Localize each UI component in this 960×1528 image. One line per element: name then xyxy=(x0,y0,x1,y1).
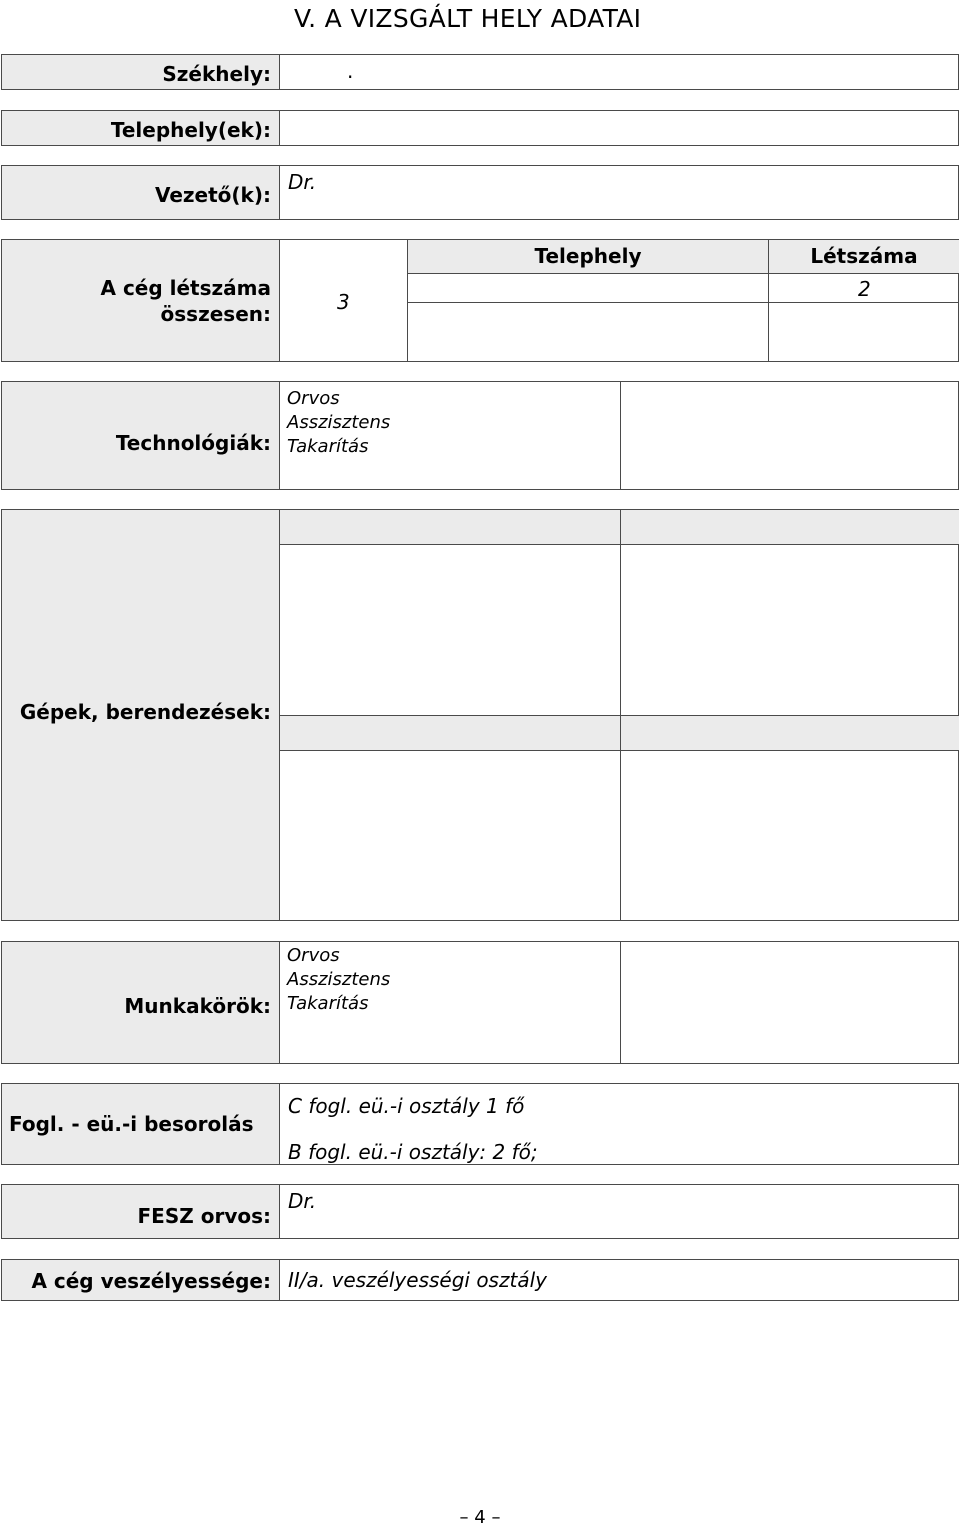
section-title: V. A VIZSGÁLT HELY ADATAI xyxy=(294,4,642,33)
munkakorok-row xyxy=(1,941,959,1064)
technologiak-divider xyxy=(620,382,621,489)
technologiak-item[interactable]: Asszisztens xyxy=(287,412,391,433)
munkakorok-item[interactable]: Takarítás xyxy=(287,993,369,1014)
veszelyesseg-label: A cég veszélyessége: xyxy=(2,1260,280,1300)
munkakorok-divider xyxy=(620,942,621,1063)
telephelyek-label: Telephely(ek): xyxy=(2,111,280,145)
letszam-row1-letszama[interactable]: 2 xyxy=(858,277,871,301)
technologiak-row xyxy=(1,381,959,490)
technologiak-item[interactable]: Takarítás xyxy=(287,436,369,457)
gepek-section xyxy=(1,509,959,921)
munkakorok-item[interactable]: Orvos xyxy=(287,945,340,966)
technologiak-item[interactable]: Orvos xyxy=(287,388,340,409)
fesz-label: FESZ orvos: xyxy=(2,1185,280,1238)
besorolas-line1[interactable]: C fogl. eü.-i osztály 1 fő xyxy=(288,1094,525,1118)
besorolas-line2[interactable]: B fogl. eü.-i osztály: 2 fő; xyxy=(288,1140,538,1164)
telephelyek-row xyxy=(1,110,959,146)
letszam-total[interactable]: 3 xyxy=(337,290,350,314)
szekhely-row xyxy=(1,54,959,90)
veszelyesseg-value[interactable]: II/a. veszélyességi osztály xyxy=(288,1268,547,1292)
fesz-row xyxy=(1,1184,959,1239)
fesz-value[interactable]: Dr. xyxy=(288,1189,317,1213)
besorolas-label: Fogl. - eü.-i besorolás xyxy=(2,1084,280,1164)
vezeto-row xyxy=(1,165,959,220)
vezeto-value[interactable]: Dr. xyxy=(288,170,317,194)
page-number: – 4 – xyxy=(459,1507,501,1528)
telephely-header: Telephely xyxy=(534,244,642,268)
technologiak-list xyxy=(287,387,390,459)
letszam-section xyxy=(1,239,959,362)
munkakorok-list xyxy=(287,944,390,1016)
letszam-header-line xyxy=(408,273,959,274)
gepek-col-divider xyxy=(620,510,621,920)
munkakorok-label: Munkakörök: xyxy=(2,942,280,1063)
szekhely-value[interactable]: . xyxy=(347,59,354,83)
letszam-row-line xyxy=(408,302,959,303)
gepek-label: Gépek, berendezések: xyxy=(2,510,280,920)
letszam-col-divider xyxy=(768,240,769,361)
vezeto-label: Vezető(k): xyxy=(2,166,280,219)
veszelyesseg-row xyxy=(1,1259,959,1301)
letszam-label-line1: A cég létszáma xyxy=(100,275,271,300)
besorolas-row xyxy=(1,1083,959,1165)
szekhely-label: Székhely: xyxy=(2,55,280,89)
munkakorok-item[interactable]: Asszisztens xyxy=(287,969,391,990)
technologiak-label: Technológiák: xyxy=(2,382,280,489)
letszam-label xyxy=(2,240,280,361)
letszama-header: Létszáma xyxy=(810,244,918,268)
letszam-label-line2: összesen: xyxy=(160,301,271,326)
